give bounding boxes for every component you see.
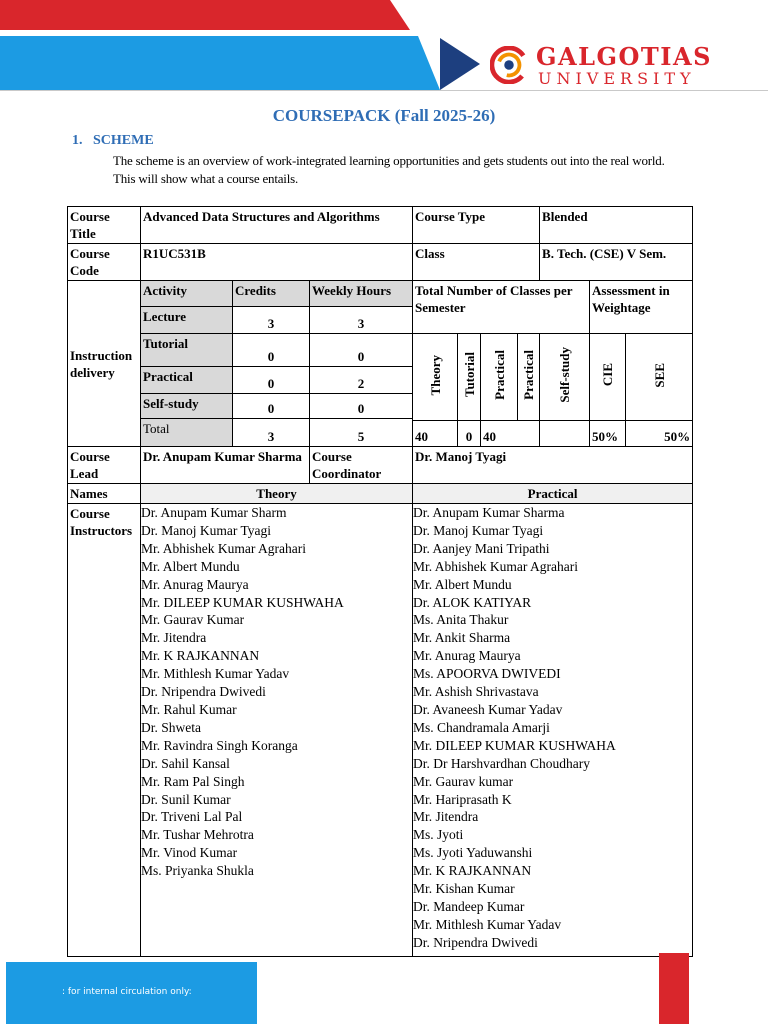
total-classes-head: Total Number of Classes per Semester — [413, 281, 590, 334]
instruction-header-row — [68, 281, 693, 307]
vhead-practical-cell — [481, 334, 518, 421]
activity-row-tutorial — [68, 334, 693, 367]
logo-mark-icon — [490, 46, 528, 84]
logo-name: GALGOTIAS — [536, 42, 712, 71]
vhead-theory: Theory — [427, 354, 443, 396]
section-heading — [72, 133, 154, 149]
total-self-study — [540, 421, 590, 447]
instructor-name: Mr. DILEEP KUMAR KUSHWAHA — [141, 594, 344, 610]
names-row — [68, 484, 693, 504]
vhead-theory-cell — [413, 334, 458, 421]
instructor-name: Dr. Avaneesh Kumar Yadav — [413, 701, 563, 717]
page-title: COURSEPACK (Fall 2025-26) — [272, 106, 496, 125]
activity-hours: 2 — [310, 367, 413, 394]
course-type-label: Course Type — [413, 207, 540, 244]
instructor-name: Ms. Priyanka Shukla — [141, 863, 254, 879]
activity-hours: 0 — [310, 394, 413, 419]
instructor-name: Mr. Mithlesh Kumar Yadav — [413, 916, 562, 932]
instructor-name: Dr. Triveni Lal Pal — [141, 809, 243, 825]
total-tutorial: 0 — [458, 421, 481, 447]
vhead-tutorial-cell — [458, 334, 481, 421]
instructor-name: Mr. Anurag Maurya — [141, 576, 249, 592]
instructor-name: Dr. Aanjey Mani Tripathi — [413, 540, 550, 556]
instructor-name: Dr. Dr Harshvardhan Choudhary — [413, 755, 590, 771]
instructor-name: Mr. Jitendra — [141, 630, 207, 646]
header-red-band — [0, 0, 410, 30]
class-label: Class — [413, 244, 540, 281]
section-description: The scheme is an overview of work-integrated learning opportunities and gets students out into the real world. This will show what a course entails. — [113, 153, 665, 186]
instructor-name: Mr. Mithlesh Kumar Yadav — [141, 666, 290, 682]
activity-hours: 5 — [310, 419, 413, 447]
instructor-name: Ms. Chandramala Amarji — [413, 719, 550, 735]
instructor-name: Ms. Anita Thakur — [413, 612, 509, 628]
course-lead-value: Dr. Anupam Kumar Sharma — [141, 447, 310, 484]
coordinator-label: Course Coordinator — [310, 447, 413, 484]
instructor-name: Dr. ALOK KATIYAR — [413, 594, 532, 610]
assessment-head: Assessment in Weightage — [590, 281, 693, 334]
activity-head: Activity — [141, 281, 233, 307]
theory-instructors-cell — [141, 504, 413, 957]
vhead-practical2-cell — [518, 334, 540, 421]
instructor-name: Dr. Mandeep Kumar — [413, 898, 525, 914]
instructor-name: Mr. Abhishek Kumar Agrahari — [413, 558, 579, 574]
activity-credits: 0 — [233, 367, 310, 394]
total-see: 50% — [626, 421, 693, 447]
instructor-name: Mr. Ashish Shrivastava — [413, 684, 539, 700]
instructor-name: Mr. Anurag Maurya — [413, 648, 521, 664]
university-logo — [490, 42, 710, 88]
course-lead-row — [68, 447, 693, 484]
course-lead-label: Course Lead — [68, 447, 141, 484]
instructor-name: Mr. Abhishek Kumar Agrahari — [141, 540, 306, 556]
instructor-name: Mr. K RAJKANNAN — [141, 648, 260, 664]
instructor-name: Dr. Nripendra Dwivedi — [141, 684, 266, 700]
instructor-name: Dr. Manoj Kumar Tyagi — [141, 522, 272, 538]
vhead-self-study: Self-study — [557, 347, 573, 403]
instructor-name: Mr. Kishan Kumar — [413, 881, 515, 897]
instructor-name: Dr. Anupam Kumar Sharma — [413, 505, 565, 520]
instructor-name: Dr. Sahil Kansal — [141, 755, 230, 771]
vhead-see: SEE — [651, 362, 667, 388]
vhead-self-study-cell — [540, 334, 590, 421]
vhead-practical-2: Practical — [521, 350, 537, 400]
total-theory: 40 — [413, 421, 458, 447]
instructor-name: Mr. Albert Mundu — [413, 576, 512, 592]
course-type-value: Blended — [540, 207, 693, 244]
vhead-practical: Practical — [491, 350, 507, 400]
total-practical: 40 — [481, 421, 540, 447]
practical-instructor-list — [413, 504, 692, 952]
instructor-name: Mr. Gaurav kumar — [413, 773, 514, 789]
activity-credits: 3 — [233, 307, 310, 334]
instructor-name: Dr. Sunil Kumar — [141, 791, 231, 807]
instructor-name: Mr. Ram Pal Singh — [141, 773, 245, 789]
instructor-name: Ms. Jyoti — [413, 827, 464, 843]
coordinator-value: Dr. Manoj Tyagi — [413, 447, 693, 484]
logo-subtitle: UNIVERSITY — [538, 69, 696, 88]
course-title-value: Advanced Data Structures and Algorithms — [141, 207, 413, 244]
weekly-hours-head: Weekly Hours — [310, 281, 413, 307]
activity-hours: 3 — [310, 307, 413, 334]
practical-instructors-cell — [413, 504, 693, 957]
course-title-label: Course Title — [68, 207, 141, 244]
activity-credits: 0 — [233, 394, 310, 419]
activity-name: Tutorial — [141, 334, 233, 367]
instructor-name: Mr. Rahul Kumar — [141, 701, 237, 717]
instructor-name: Mr. Ravindra Singh Koranga — [141, 737, 298, 753]
activity-name: Practical — [141, 367, 233, 394]
header-divider — [0, 90, 768, 91]
class-value: B. Tech. (CSE) V Sem. — [540, 244, 693, 281]
course-code-row — [68, 244, 693, 281]
instructor-name: Ms. APOORVA DWIVEDI — [413, 666, 561, 682]
activity-name: Lecture — [141, 307, 233, 334]
instructor-name: Dr. Anupam Kumar Sharm — [141, 505, 287, 520]
instructor-name: Mr. DILEEP KUMAR KUSHWAHA — [413, 737, 616, 753]
section-title: SCHEME — [93, 133, 154, 148]
instruction-delivery-label: Instruction delivery — [68, 281, 141, 447]
instructor-name: Mr. Ankit Sharma — [413, 630, 511, 646]
instructor-name: Mr. K RAJKANNAN — [413, 863, 532, 879]
vhead-cie-cell — [590, 334, 626, 421]
credits-head: Credits — [233, 281, 310, 307]
names-label: Names — [68, 484, 141, 504]
instructor-name: Mr. Tushar Mehrotra — [141, 827, 254, 843]
section-number: 1. — [72, 133, 83, 148]
activity-name: Total — [141, 419, 233, 447]
total-cie: 50% — [590, 421, 626, 447]
footer-note: : for internal circulation only: — [62, 987, 192, 997]
theory-head: Theory — [141, 484, 413, 504]
vhead-tutorial: Tutorial — [461, 352, 477, 398]
instructor-name: Mr. Jitendra — [413, 809, 479, 825]
course-code-label: Course Code — [68, 244, 141, 281]
instructor-name: Dr. Manoj Kumar Tyagi — [413, 522, 544, 538]
activity-credits: 3 — [233, 419, 310, 447]
instructor-name: Dr. Nripendra Dwivedi — [413, 934, 538, 950]
theory-instructor-list — [141, 504, 412, 880]
course-scheme-table — [67, 206, 693, 957]
activity-name: Self-study — [141, 394, 233, 419]
instructors-row — [68, 504, 693, 957]
instructors-label: Course Instructors — [68, 504, 141, 957]
instructor-name: Dr. Shweta — [141, 719, 201, 735]
activity-credits: 0 — [233, 334, 310, 367]
course-title-row — [68, 207, 693, 244]
instructor-name: Mr. Vinod Kumar — [141, 845, 238, 861]
instructor-name: Mr. Hariprasath K — [413, 791, 512, 807]
activity-hours: 0 — [310, 334, 413, 367]
vhead-see-cell — [626, 334, 693, 421]
vhead-cie: CIE — [600, 363, 616, 387]
footer-red-band — [659, 953, 689, 1024]
instructor-name: Mr. Albert Mundu — [141, 558, 240, 574]
course-code-value: R1UC531B — [141, 244, 413, 281]
header-arrow — [440, 38, 480, 90]
practical-head: Practical — [413, 484, 693, 504]
instructor-name: Ms. Jyoti Yaduwanshi — [413, 845, 533, 861]
header-blue-band — [0, 36, 440, 90]
instructor-name: Mr. Gaurav Kumar — [141, 612, 245, 628]
